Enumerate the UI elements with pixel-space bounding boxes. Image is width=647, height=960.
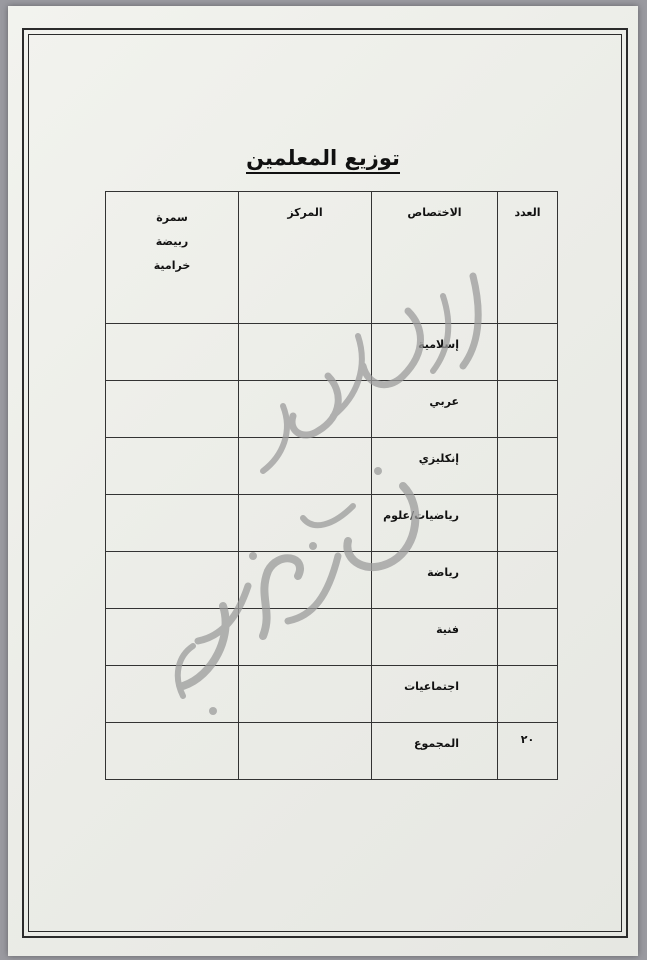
specialty-cell: إسلامية <box>372 324 498 381</box>
header-halls <box>106 192 239 324</box>
page-title: توزيع المعلمين <box>246 146 400 174</box>
page-title-container <box>8 146 638 170</box>
header-count: العدد <box>498 192 558 324</box>
hall-name: سمرة <box>156 211 188 224</box>
specialty-cell: عربي <box>372 381 498 438</box>
center-cell <box>239 438 372 495</box>
center-cell <box>239 552 372 609</box>
count-cell <box>498 666 558 723</box>
teachers-distribution-table <box>105 191 558 780</box>
center-cell <box>239 381 372 438</box>
table-row <box>106 552 558 609</box>
hall-cell <box>106 438 239 495</box>
center-cell <box>239 324 372 381</box>
count-cell <box>498 438 558 495</box>
count-cell <box>498 552 558 609</box>
header-center: المركز <box>239 192 372 324</box>
hall-cell <box>106 723 239 780</box>
table-row <box>106 438 558 495</box>
hall-cell <box>106 381 239 438</box>
hall-name: خرامية <box>153 259 191 272</box>
center-cell <box>239 723 372 780</box>
count-cell <box>498 381 558 438</box>
table-row <box>106 609 558 666</box>
hall-cell <box>106 324 239 381</box>
specialty-cell: اجتماعيات <box>372 666 498 723</box>
specialty-cell: رياضيات/علوم <box>372 495 498 552</box>
count-cell: ٢٠ <box>498 723 558 780</box>
hall-cell <box>106 609 239 666</box>
center-cell <box>239 666 372 723</box>
header-specialty: الاختصاص <box>372 192 498 324</box>
count-cell <box>498 609 558 666</box>
hall-cell <box>106 495 239 552</box>
specialty-cell: إنكليزي <box>372 438 498 495</box>
center-cell <box>239 495 372 552</box>
table-row <box>106 495 558 552</box>
hall-cell <box>106 666 239 723</box>
table-header-row <box>106 192 558 324</box>
specialty-cell: فنية <box>372 609 498 666</box>
center-cell <box>239 609 372 666</box>
count-cell <box>498 324 558 381</box>
specialty-cell: المجموع <box>372 723 498 780</box>
table-row-total <box>106 723 558 780</box>
table-row <box>106 324 558 381</box>
document-page <box>8 6 638 956</box>
table-row <box>106 666 558 723</box>
table-row <box>106 381 558 438</box>
hall-cell <box>106 552 239 609</box>
hall-name: ربيضة <box>155 235 189 248</box>
specialty-cell: رياضة <box>372 552 498 609</box>
count-cell <box>498 495 558 552</box>
